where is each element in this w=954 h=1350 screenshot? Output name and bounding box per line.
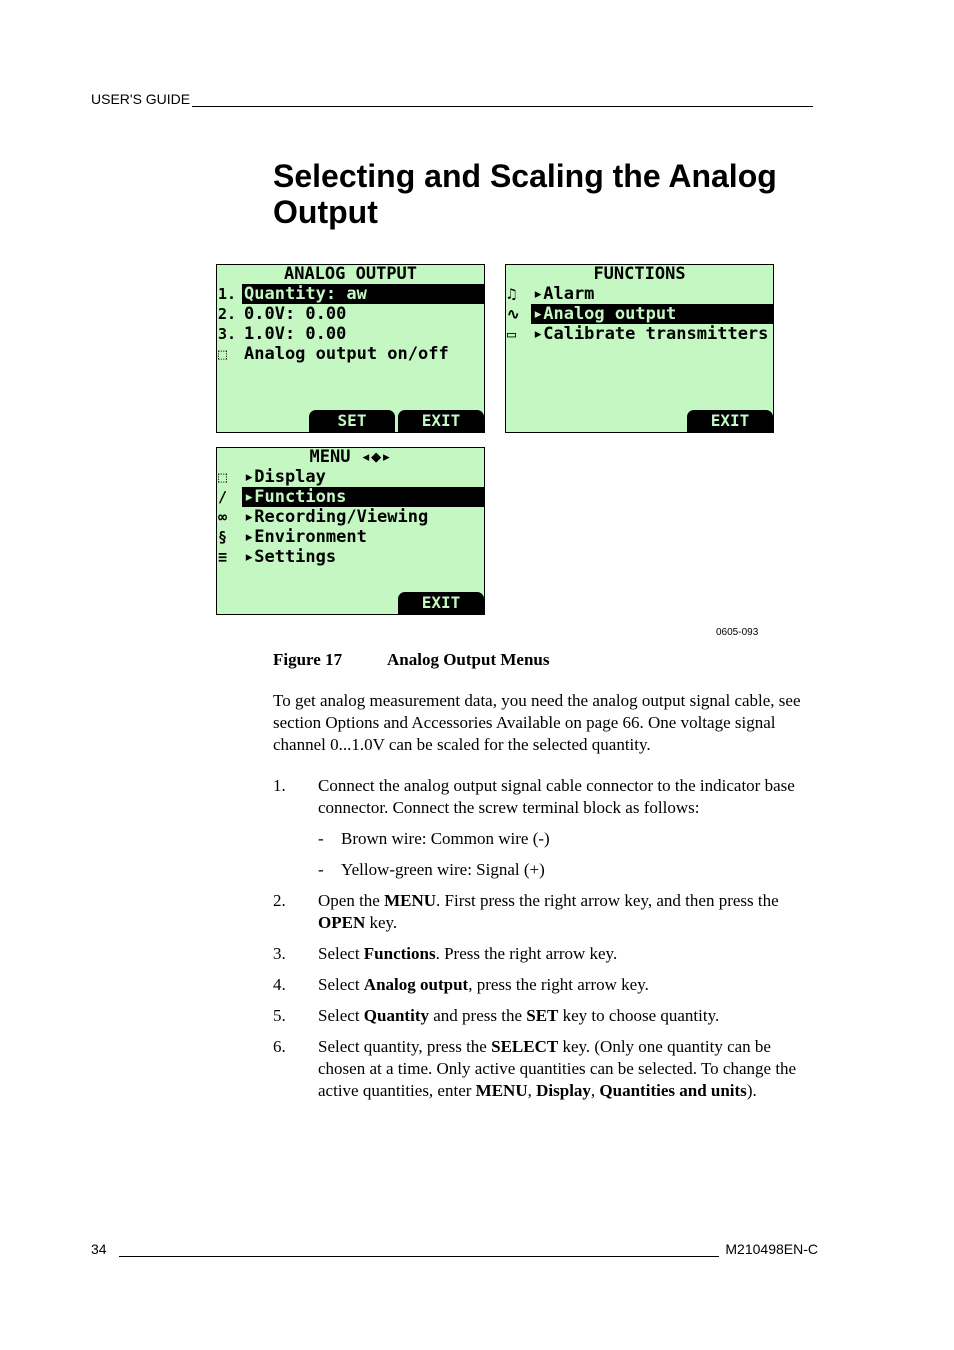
row-label: ▸Analog output [531, 304, 773, 324]
sub-item: - Brown wire: Common wire (-) [318, 829, 550, 848]
calibrate-icon: ▭ [507, 325, 517, 343]
menu-row-quantity[interactable] [217, 284, 484, 304]
softkey-bar [217, 410, 484, 432]
step-number: 1. [273, 776, 286, 795]
row-label: 1.0V: 0.00 [244, 324, 347, 344]
environment-icon: § [218, 528, 228, 546]
menu-row-recording[interactable] [217, 507, 484, 527]
step-number: 5. [273, 1006, 286, 1025]
screen-title: FUNCTIONS [593, 264, 686, 284]
step-number: 4. [273, 975, 286, 994]
figure-code: 0605-093 [716, 627, 759, 638]
set-button[interactable]: SET [309, 410, 395, 432]
step-5: 5. Select Quantity and press the SET key to choose quantity. [273, 1006, 720, 1025]
row-label: ▸Display [244, 467, 326, 487]
row-number: 3. [218, 325, 237, 343]
menu-row-functions[interactable] [217, 487, 484, 507]
figure-title: Analog Output Menus [387, 650, 550, 669]
document-code: M210498EN-C [725, 1241, 818, 1257]
step-number: 2. [273, 891, 286, 910]
row-number: 1. [218, 285, 237, 303]
settings-icon: ≡ [218, 548, 228, 566]
row-number: 2. [218, 305, 237, 323]
menu-row-onoff[interactable] [217, 344, 484, 364]
page-header [91, 91, 813, 107]
main-menu-screen [216, 447, 485, 615]
analog-output-screen [216, 264, 485, 433]
page-number: 34 [91, 1241, 107, 1257]
menu-row-environment[interactable] [217, 527, 484, 547]
alarm-icon: ♫ [507, 285, 517, 303]
step-6: 6. Select quantity, press the SELECT key. (Only one quantity can be chosen at a time. Only active quantities can be selected. To change the active quantities, enter MENU, Display, Quantities and units). [273, 1037, 797, 1100]
wave-icon: ∿ [507, 305, 520, 323]
figure-number: Figure 17 [273, 650, 343, 669]
step-4: 4. Select Analog output, press the right arrow key. [273, 975, 649, 994]
menu-row-1v[interactable] [217, 324, 484, 344]
row-label: ▸Recording/Viewing [244, 507, 429, 527]
step-text: Connect the analog output signal cable connector to the indicator base connector. Connect the screw terminal block as follows: [318, 776, 795, 817]
functions-icon: ∕ [218, 488, 228, 506]
exit-button[interactable]: EXIT [398, 592, 484, 614]
menu-row-display[interactable] [217, 467, 484, 487]
menu-row-alarm[interactable] [506, 284, 773, 304]
row-label: Quantity: aw [242, 284, 484, 304]
step-1 [273, 775, 818, 881]
step-number: 3. [273, 944, 286, 963]
menu-row-analog-output[interactable] [506, 304, 773, 324]
row-label: Analog output on/off [244, 344, 449, 364]
menu-row-0v[interactable] [217, 304, 484, 324]
step-number: 6. [273, 1037, 286, 1056]
exit-button[interactable]: EXIT [687, 410, 773, 432]
menu-row-calibrate[interactable] [506, 324, 773, 344]
row-label: ▸Functions [242, 487, 484, 507]
row-label: ▸Alarm [533, 284, 595, 304]
row-label: ▸Calibrate transmitters [533, 324, 769, 344]
page-title: Selecting and Scaling the Analog Output [273, 158, 777, 230]
softkey-bar [506, 410, 773, 432]
recording-icon: ∞ [218, 508, 228, 526]
row-label: ▸Settings [244, 547, 337, 567]
sub-item: - Yellow-green wire: Signal (+) [318, 860, 545, 879]
exit-button[interactable]: EXIT [398, 410, 484, 432]
header-text: USER'S GUIDE [91, 91, 191, 107]
functions-screen [505, 264, 774, 433]
screen-title: ANALOG OUTPUT [283, 264, 418, 284]
checkbox-icon: ⬚ [218, 345, 228, 363]
footer-rule [119, 1244, 720, 1257]
softkey-bar [217, 592, 484, 614]
step-3: 3. Select Functions. Press the right arrow key. [273, 944, 618, 963]
row-label: 0.0V: 0.00 [244, 304, 347, 324]
figure-caption [273, 650, 549, 670]
header-rule [192, 94, 813, 107]
menu-row-settings[interactable] [217, 547, 484, 567]
intro-paragraph: To get analog measurement data, you need the analog output signal cable, see section Options and Accessories Available on page 66. One voltage signal channel 0...1.0V can be scaled for the selected quantity. [273, 691, 801, 754]
procedure-list [273, 775, 818, 1111]
page-footer [91, 1241, 818, 1257]
step-2: 2. Open the MENU. First press the right arrow key, and then press the OPEN key. [273, 891, 779, 932]
row-label: ▸Environment [244, 527, 367, 547]
screen-title: MENU ◂◆▸ [309, 447, 392, 467]
display-icon: ⬚ [218, 468, 228, 486]
